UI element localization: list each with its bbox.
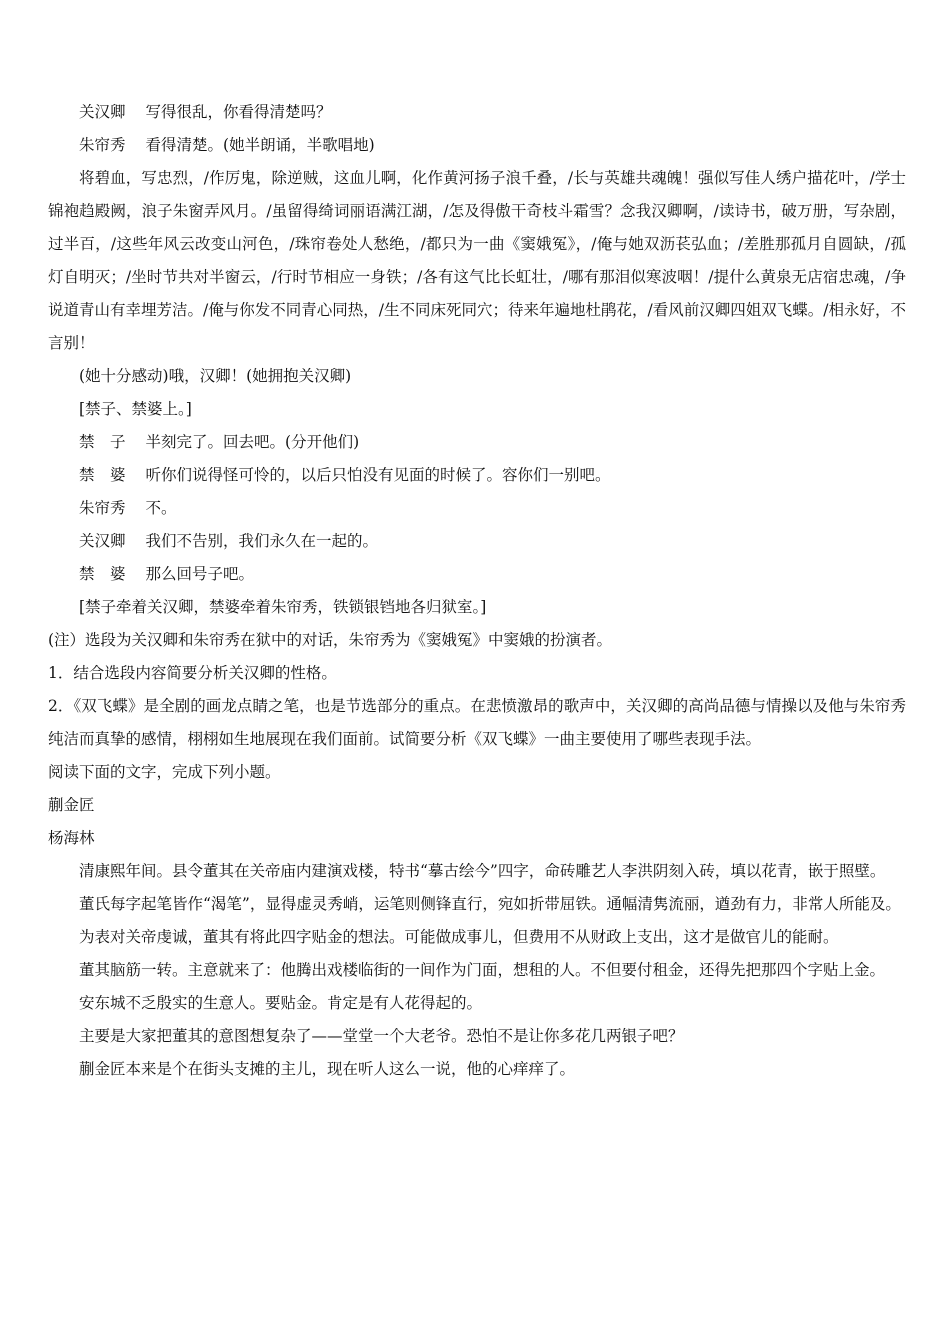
speaker-name: 关汉卿 <box>79 532 126 550</box>
dialogue-text: 看得清楚。(她半朗诵，半歌唱地) <box>145 136 375 154</box>
story-paragraph: 董其脑筋一转。主意就来了：他腾出戏楼临街的一间作为门面，想租的人。不但要付租金，还得先把那四个字贴上金。 <box>79 961 886 979</box>
dialogue-text: 听你们说得怪可怜的，以后只怕没有见面的时候了。容你们一别吧。 <box>145 466 611 484</box>
dialogue-guan-2 <box>48 525 906 558</box>
question-2: 2．《双飞蝶》是全剧的画龙点睛之笔，也是节选部分的重点。在悲愤激昂的歌声中，关汉卿的高尚品德与情操以及他与朱帘秀纯洁而真挚的感情，栩栩如生地展现在我们面前。试简要分析《双飞蝶》一曲主要使用了哪些表现手法。 <box>48 697 906 748</box>
dialogue-text: 写得很乱，你看得清楚吗？ <box>145 103 332 121</box>
story-paragraph: 主要是大家把董其的意图想复杂了——堂堂一个大老爷。恐怕不是让你多花几两银子吧？ <box>79 1027 684 1045</box>
dialogue-text: 那么回号子吧。 <box>145 565 255 583</box>
story-paragraph: 董氏每字起笔皆作“渴笔”，显得虚灵秀峭，运笔则侧锋直行，宛如折带屈铁。通幅清隽流丽，遒劲有力，非常人所能及。 <box>79 895 901 913</box>
annotation-note: (注）选段为关汉卿和朱帘秀在狱中的对话，朱帘秀为《窦娥冤》中窦娥的扮演者。 <box>48 631 613 649</box>
dialogue-jinzi <box>48 426 906 459</box>
speaker-name: 朱帘秀 <box>79 136 126 154</box>
stage-action-1: (她十分感动)哦，汉卿！(她拥抱关汉卿) <box>79 367 352 385</box>
dialogue-text: 我们不告别，我们永久在一起的。 <box>145 532 379 550</box>
question-1: 1．结合选段内容简要分析关汉卿的性格。 <box>48 664 337 682</box>
speaker-name: 禁 婆 <box>79 466 126 484</box>
dialogue-text: 不。 <box>145 499 177 517</box>
dialogue-zhu-2 <box>48 492 906 525</box>
dialogue-guan-1 <box>48 96 906 129</box>
stage-direction-2: [禁子牵着关汉卿，禁婆牵着朱帘秀，铁锁银铛地各归狱室。] <box>79 598 487 616</box>
story-author: 杨海林 <box>48 829 95 847</box>
story-paragraph: 清康熙年间。县令董其在关帝庙内建演戏楼，特书“摹古绘今”四字，命砖雕艺人李洪阴刻入砖，填以花青，嵌于照壁。 <box>79 862 886 880</box>
speaker-name: 朱帘秀 <box>79 499 126 517</box>
dialogue-jinpo-2 <box>48 558 906 591</box>
speaker-name: 禁 子 <box>79 433 126 451</box>
dialogue-text: 半刻完了。回去吧。(分开他们) <box>145 433 360 451</box>
song-lyrics: 将碧血，写忠烈，/作厉鬼，除逆贼，这血儿啊，化作黄河扬子浪千叠，/长与英雄共魂魄！强似写佳人绣户描花叶，/学士锦袍趋殿阙，浪子朱窗弄风月。/虽留得绮词丽语满江湖，/怎及得傲干奇枝斗霜雪？念我汉卿啊，/读诗书，破万册，写杂剧，过半百，/这些年风云改变山河色，/珠帘卷处人愁绝，/都只为一曲《窦娥冤》，/俺与她双沥苌弘血；/差胜那孤月自圆缺，/孤灯自明灭；/坐时节共对半窗云，/行时节相应一身铁；/各有这气比长虹壮，/哪有那泪似寒波咽！/提什么黄泉无店宿忠魂，/争说道青山有幸埋芳洁。/俺与你发不同青心同热，/生不同床死同穴；待来年遍地杜鹃花，/看风前汉卿四姐双飞蝶。/相永好，不言别！ <box>48 169 906 352</box>
dialogue-zhu-1 <box>48 129 906 162</box>
speaker-name: 关汉卿 <box>79 103 126 121</box>
stage-direction-1: [禁子、禁婆上。] <box>79 400 192 418</box>
story-paragraph: 蒯金匠本来是个在街头支摊的主儿，现在听人这么一说，他的心痒痒了。 <box>79 1060 576 1078</box>
story-title: 蒯金匠 <box>48 796 95 814</box>
story-paragraph: 安东城不乏殷实的生意人。要贴金。肯定是有人花得起的。 <box>79 994 483 1012</box>
dialogue-jinpo-1 <box>48 459 906 492</box>
reading-instruction: 阅读下面的文字，完成下列小题。 <box>48 763 281 781</box>
story-paragraph: 为表对关帝虔诚，董其有将此四字贴金的想法。可能做成事儿，但费用不从财政上支出，这才是做官儿的能耐。 <box>79 928 839 946</box>
speaker-name: 禁 婆 <box>79 565 126 583</box>
